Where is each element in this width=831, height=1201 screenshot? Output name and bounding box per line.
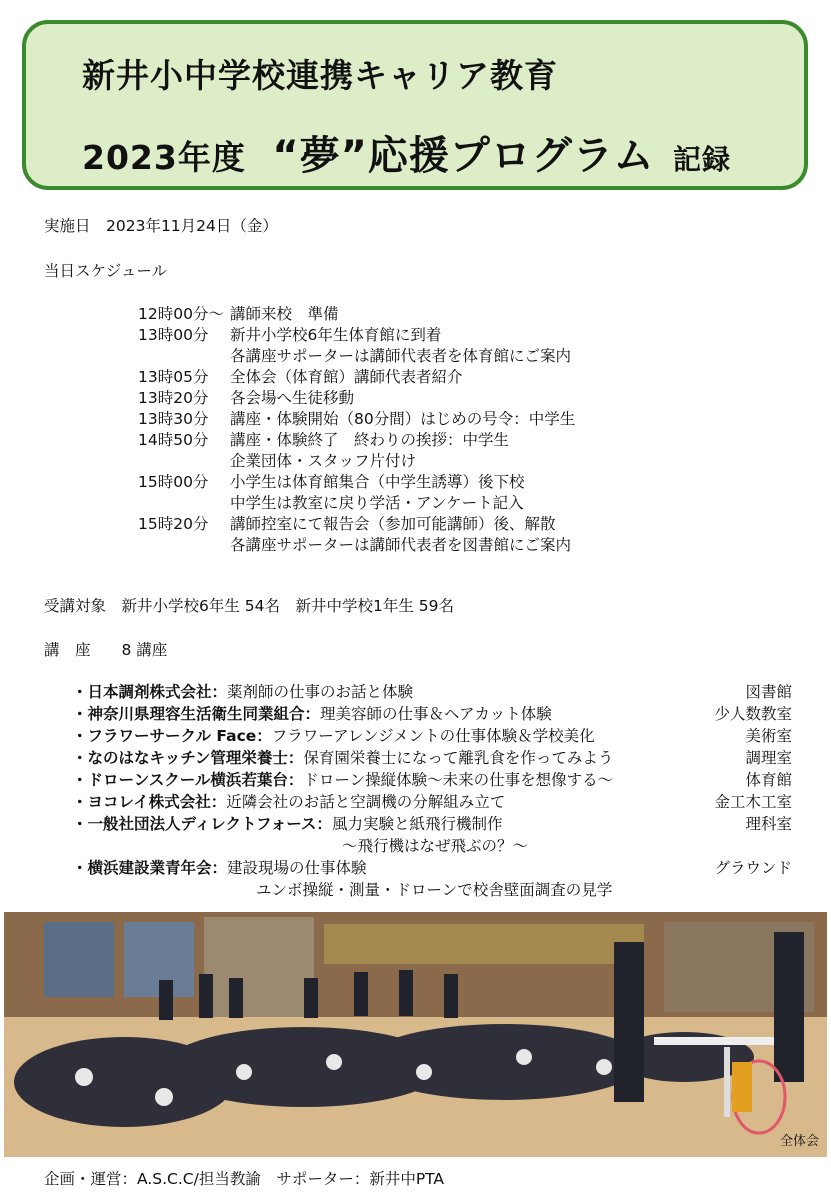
schedule-text: 中学生は教室に戻り学活・アンケート記入 xyxy=(230,494,524,512)
course-desc: ユンボ操縦・測量・ドローンで校舎壁面調査の見学 xyxy=(256,881,613,899)
course-row xyxy=(72,812,792,834)
course-desc: ドローン操縦体験～未来の仕事を想像する～ xyxy=(303,771,614,789)
schedule-time: 15時00分 xyxy=(138,473,209,491)
course-org: ・日本調剤株式会社： xyxy=(72,683,228,701)
course-row xyxy=(72,680,792,702)
target-line: 受講対象 新井小学校6年生 54名 新井中学校1年生 59名 xyxy=(44,597,455,615)
course-org: ・ヨコレイ株式会社： xyxy=(72,793,227,811)
course-list xyxy=(72,680,792,900)
course-org: ・横浜建設業青年会： xyxy=(72,859,228,877)
course-org: ・ドローンスクール横浜若葉台： xyxy=(72,771,304,789)
schedule-time: 13時30分 xyxy=(138,410,209,428)
course-desc: ～飛行機はなぜ飛ぶの？～ xyxy=(342,837,529,855)
course-room: 少人数教室 xyxy=(714,705,792,723)
course-desc: 薬剤師の仕事のお話と体験 xyxy=(227,683,414,701)
course-row xyxy=(72,746,792,768)
course-row xyxy=(72,856,792,878)
schedule-time: 15時20分 xyxy=(138,515,209,533)
courses-heading: 講 座 8 講座 xyxy=(44,641,168,659)
course-desc: フラワーアレンジメントの仕事体験＆学校美化 xyxy=(271,727,595,745)
course-desc: 理美容師の仕事＆ヘアカット体験 xyxy=(320,705,552,723)
schedule-text: 企業団体・スタッフ片付け xyxy=(230,452,417,470)
course-row xyxy=(72,768,792,790)
schedule-time: 13時05分 xyxy=(138,368,209,386)
gym-photo xyxy=(4,912,827,1157)
title-suffix: 記録 xyxy=(673,143,732,176)
course-org: ・一般社団法人ディレクトフォース： xyxy=(72,815,332,833)
schedule-text: 講座・体験終了 終わりの挨拶：中学生 xyxy=(230,431,510,449)
schedule-text: 各講座サポーターは講師代表者を体育館にご案内 xyxy=(230,347,572,365)
course-org: ・フラワーサークル Face： xyxy=(72,727,272,745)
schedule-text: 全体会（体育館）講師代表者紹介 xyxy=(230,368,463,386)
schedule-heading: 当日スケジュール xyxy=(44,262,168,280)
schedule-text: 各会場へ生徒移動 xyxy=(230,389,355,407)
schedule-text: 新井小学校6年生体育館に到着 xyxy=(230,326,442,344)
schedule-text: 講座・体験開始（80分間）はじめの号令：中学生 xyxy=(230,410,576,428)
title-program: “夢”応援プログラム xyxy=(272,133,655,179)
course-room: グラウンド xyxy=(714,859,792,877)
course-room: 調理室 xyxy=(745,749,792,767)
course-row xyxy=(72,878,792,900)
schedule-time: 13時00分 xyxy=(138,326,209,344)
title-year: 2023年度 xyxy=(82,138,246,177)
course-room: 体育館 xyxy=(745,771,792,789)
course-desc: 保育園栄養士になって離乳食を作ってみよう xyxy=(303,749,614,767)
title-line-1: 新井小中学校連携キャリア教育 xyxy=(82,56,558,95)
course-row xyxy=(72,790,792,812)
course-desc: 建設現場の仕事体験 xyxy=(227,859,367,877)
title-line-2 xyxy=(82,124,731,181)
course-room: 理科室 xyxy=(745,815,792,833)
schedule-time: 12時00分～ xyxy=(138,305,224,323)
course-room: 図書館 xyxy=(745,683,792,701)
course-row xyxy=(72,702,792,724)
schedule-text: 小学生は体育館集合（中学生誘導）後下校 xyxy=(230,473,525,491)
footer: 企画・運営：A.S.C.C/担当教諭 サポーター：新井中PTA xyxy=(44,1170,445,1188)
course-row xyxy=(72,834,792,856)
course-desc: 近隣会社のお話と空調機の分解組み立て xyxy=(226,793,506,811)
course-room: 美術室 xyxy=(745,727,792,745)
photo-caption: 全体会 xyxy=(779,1134,819,1149)
course-row xyxy=(72,724,792,746)
date-line: 実施日 2023年11月24日（金） xyxy=(44,217,278,235)
schedule-text: 講師来校 準備 xyxy=(230,305,339,323)
gym-photo-illustration xyxy=(4,912,827,1157)
course-org: ・なのはなキッチン管理栄養士： xyxy=(72,749,304,767)
schedule-text: 各講座サポーターは講師代表者を図書館にご案内 xyxy=(230,536,572,554)
title-box xyxy=(22,20,808,190)
schedule-text: 講師控室にて報告会（参加可能講師）後、解散 xyxy=(230,515,556,533)
course-desc: 風力実験と紙飛行機制作 xyxy=(331,815,503,833)
schedule-time: 13時20分 xyxy=(138,389,209,407)
course-room: 金工木工室 xyxy=(714,793,792,811)
schedule-time: 14時50分 xyxy=(138,431,209,449)
course-org: ・神奈川県理容生活衛生同業組合： xyxy=(72,705,321,723)
